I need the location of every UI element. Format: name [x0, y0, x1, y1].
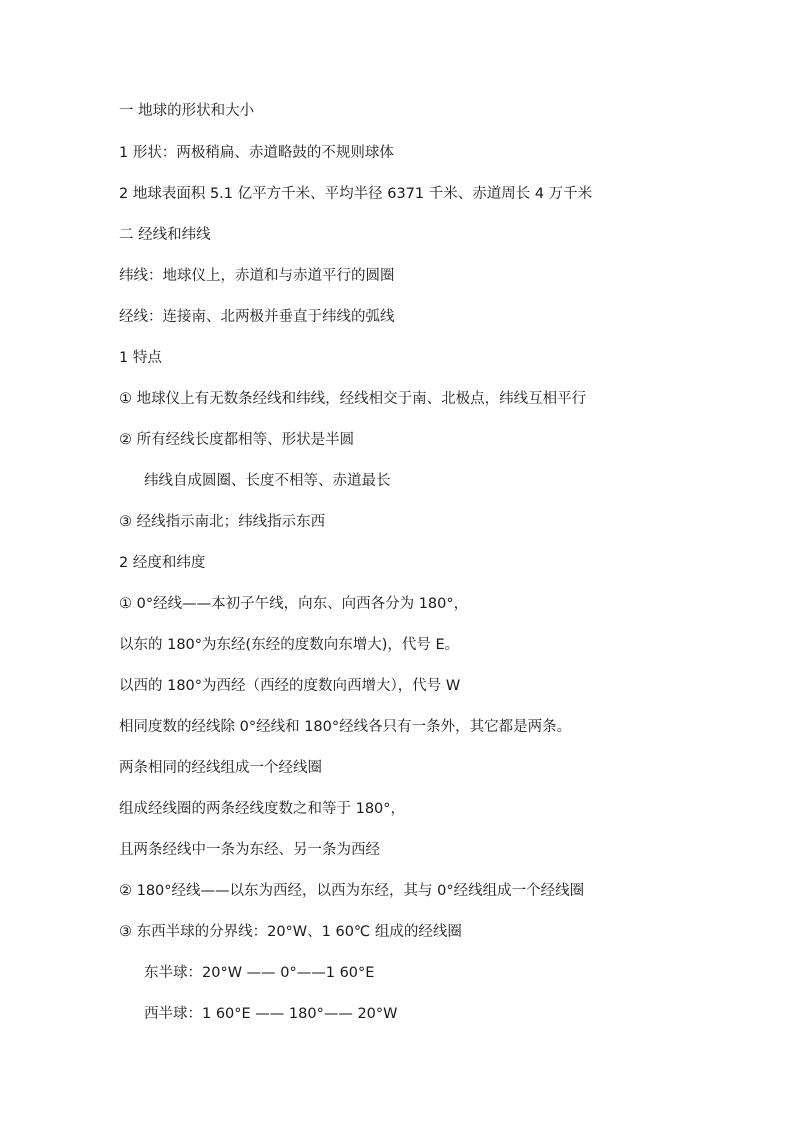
text-line-indented: 东半球：20°W —— 0°——1 60°E: [144, 965, 375, 981]
subheading: 1 特点: [119, 350, 162, 366]
text-line: ① 地球仪上有无数条经线和纬线，经线相交于南、北极点，纬线互相平行: [119, 391, 587, 407]
text-line: 2 地球表面积 5.1 亿平方千米、平均半径 6371 千米、赤道周长 4 万千米: [119, 186, 593, 202]
text-line: ② 180°经线——以东为西经，以西为东经，其与 0°经线组成一个经线圈: [119, 883, 585, 899]
text-line: 以东的 180°为东经(东经的度数向东增大)，代号 E。: [119, 637, 460, 653]
text-line: ③ 东西半球的分界线：20°W、1 60℃ 组成的经线圈: [119, 924, 462, 940]
text-line: 纬线：地球仪上，赤道和与赤道平行的圆圈: [119, 268, 395, 284]
text-line-indented: 西半球：1 60°E —— 180°—— 20°W: [144, 1006, 398, 1022]
text-line: 且两条经线中一条为东经、另一条为西经: [119, 842, 380, 858]
text-line: 两条相同的经线组成一个经线圈: [119, 760, 322, 776]
text-line: ① 0°经线——本初子午线，向东、向西各分为 180°，: [119, 596, 469, 612]
section-heading-2: 二 经线和纬线: [119, 227, 211, 243]
text-line: 组成经线圈的两条经线度数之和等于 180°，: [119, 801, 406, 817]
text-line: ③ 经线指示南北；纬线指示东西: [119, 514, 326, 530]
section-heading-1: 一 地球的形状和大小: [119, 103, 255, 119]
text-line: 1 形状：两极稍扁、赤道略鼓的不规则球体: [119, 145, 394, 161]
text-line-indented: 纬线自成圆圈、长度不相等、赤道最长: [144, 473, 391, 489]
text-line: ② 所有经线长度都相等、形状是半圆: [119, 432, 355, 448]
text-line: 经线：连接南、北两极并垂直于纬线的弧线: [119, 309, 395, 325]
subheading: 2 经度和纬度: [119, 555, 206, 571]
text-line: 相同度数的经线除 0°经线和 180°经线各只有一条外，其它都是两条。: [119, 719, 572, 735]
text-line: 以西的 180°为西经（西经的度数向西增大），代号 W: [119, 678, 461, 694]
